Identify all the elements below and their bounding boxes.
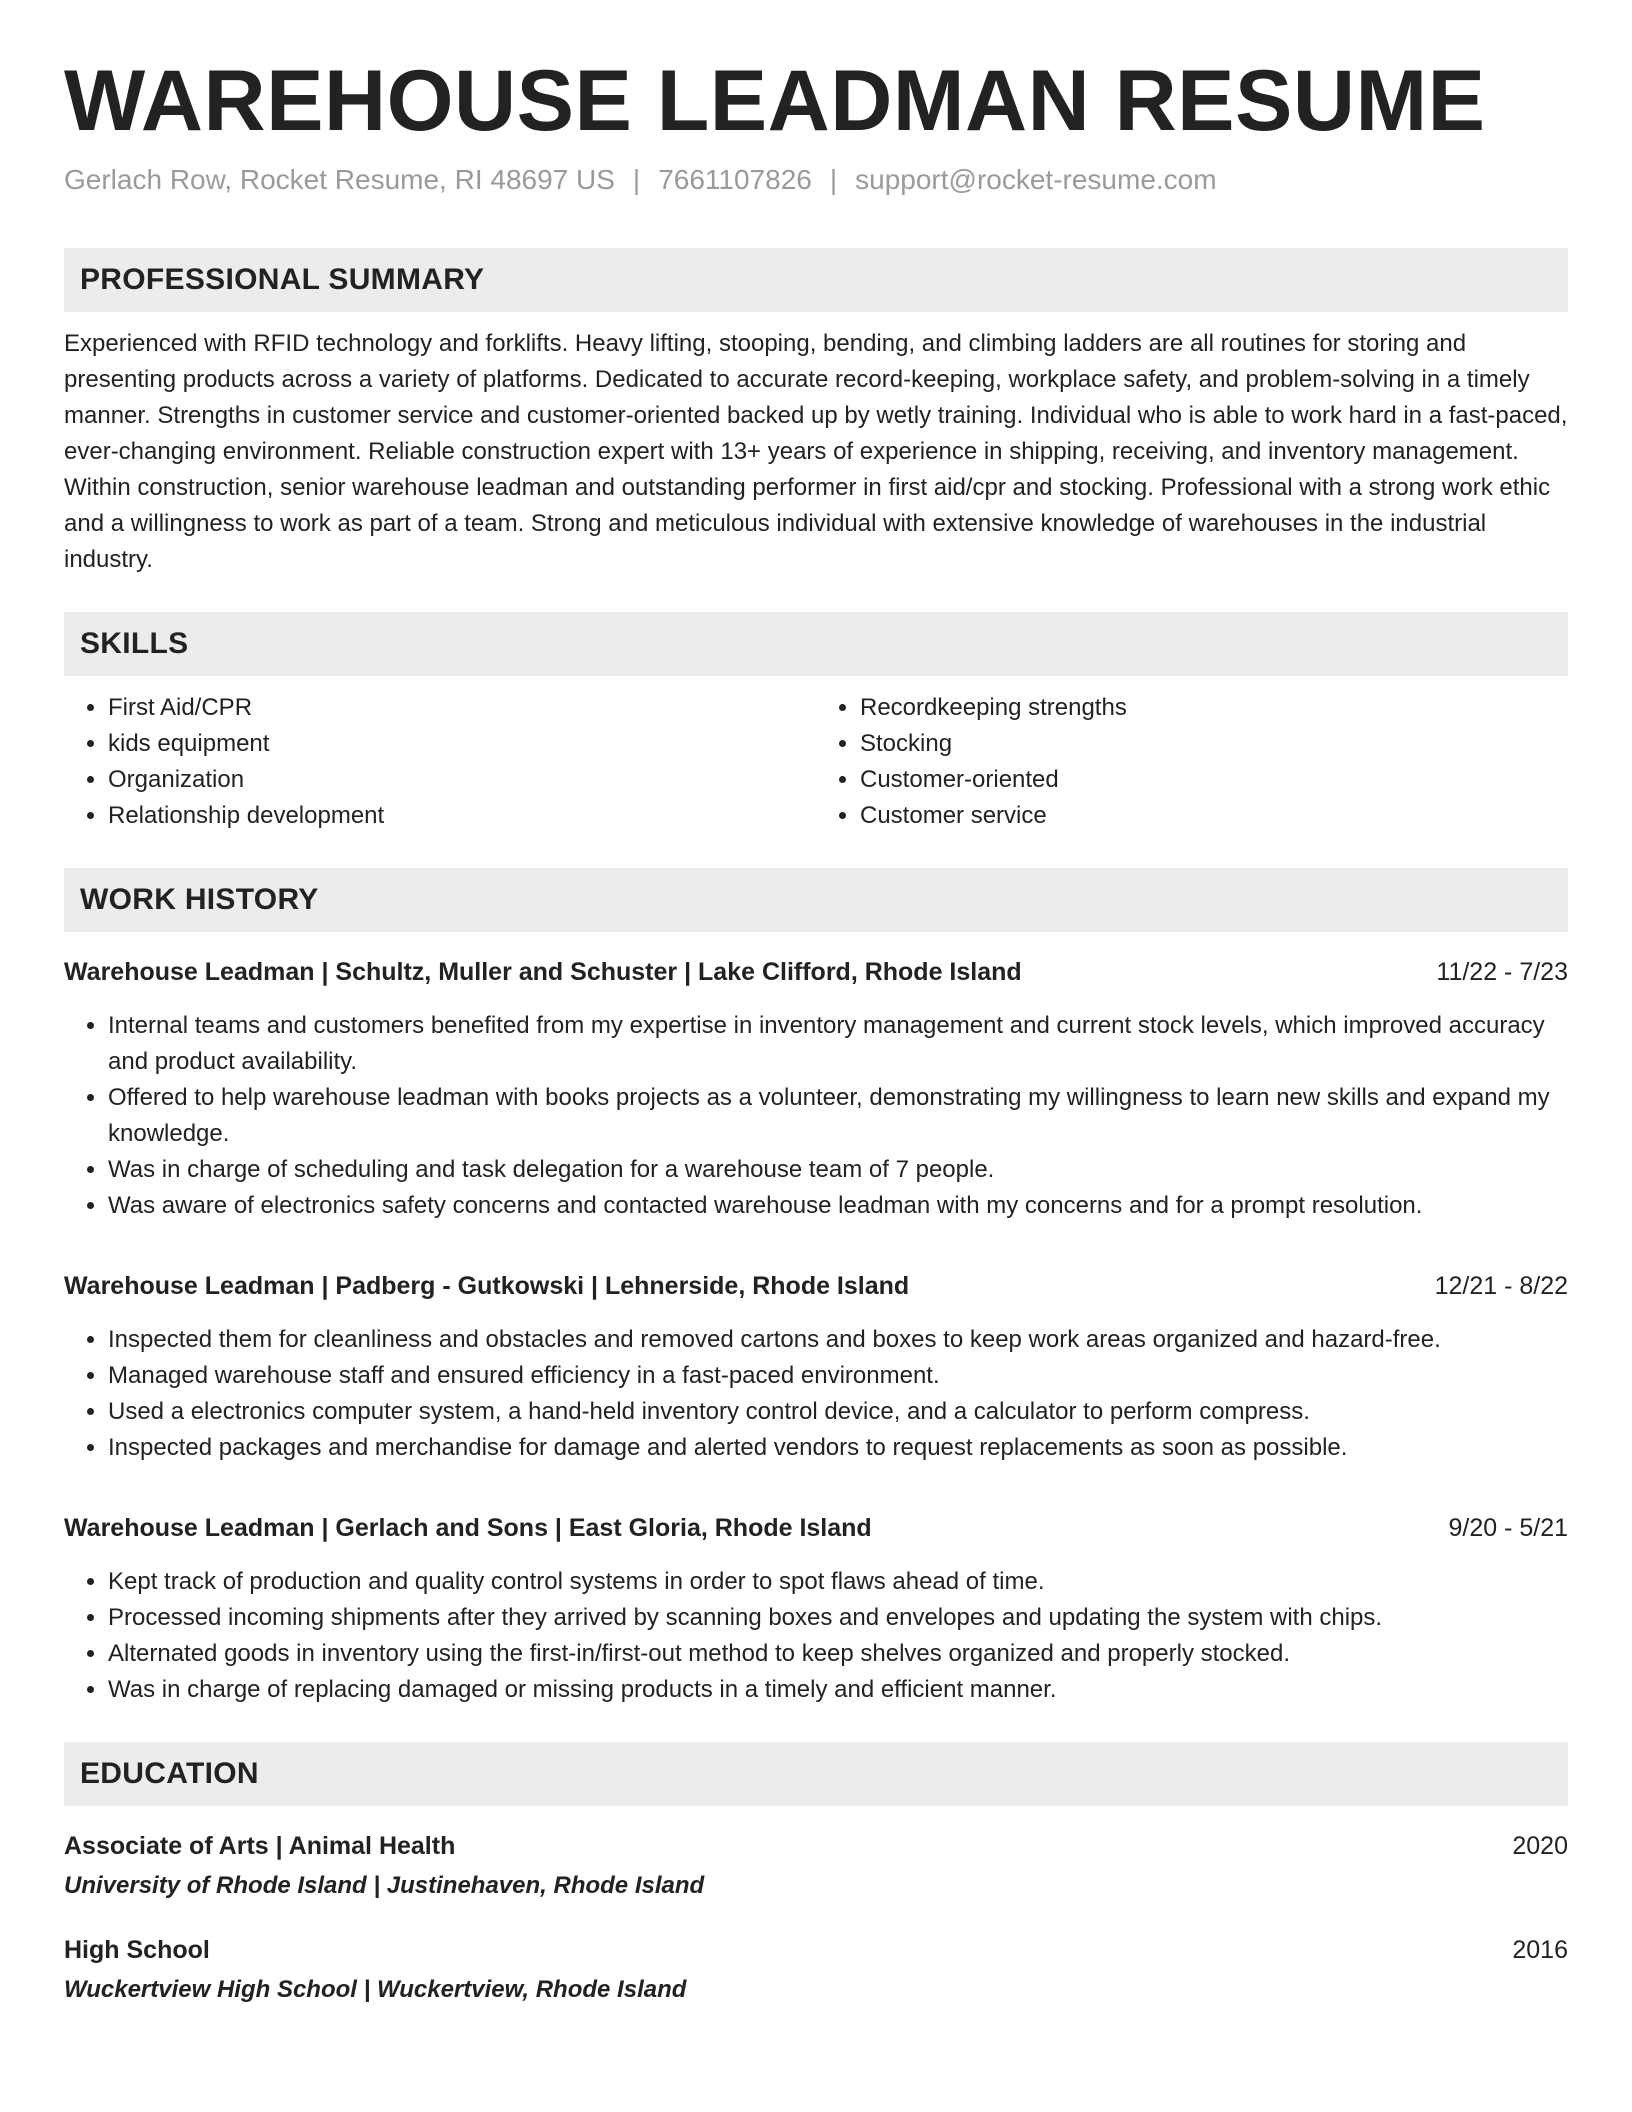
job-bullet: • Kept track of production and quality control systems in order to spot flaws ahead of time. [108,1564,1568,1600]
education-degree: Associate of Arts | Animal Health [64,1832,456,1861]
job-bullet: • Used a electronics computer system, a hand-held inventory control device, and a calculator to perform compress. [108,1394,1568,1430]
education-degree: High School [64,1936,210,1965]
education-entry [64,1828,1568,1904]
job-bullets [64,1564,1568,1708]
job-header [64,1268,1568,1304]
summary-text: Experienced with RFID technology and forklifts. Heavy lifting, stooping, bending, and climbing ladders are all routines for storing and presenting products across a variety of platforms. Dedicated to accurate record-keeping, workplace safety, and problem-solving in a timely manner. Strengths in customer service and customer-oriented backed up by wetly training. Individual who is able to work hard in a fast-paced, ever-changing environment. Reliable construction expert with 13+ years of experience in shipping, receiving, and inventory management. Within construction, senior warehouse leadman and outstanding performer in first aid/cpr and stocking. Professional with a strong work ethic and a willingness to work as part of a team. Strong and meticulous individual with extensive knowledge of warehouses in the industrial industry. [64,330,1568,574]
job-bullet: • Was in charge of replacing damaged or missing products in a timely and efficient manner. [108,1672,1568,1708]
contact-phone: 7661107826 [658,164,812,196]
section-header-summary: PROFESSIONAL SUMMARY [64,248,1568,312]
skill-item: • Organization [108,762,816,798]
job-bullet: • Managed warehouse staff and ensured efficiency in a fast-paced environment. [108,1358,1568,1394]
education-year: 2020 [1512,1832,1568,1861]
job-bullets [64,1322,1568,1466]
job-entry [64,1510,1568,1708]
skill-item: • Relationship development [108,798,816,834]
education-header [64,1932,1568,1968]
job-bullet: • Inspected packages and merchandise for damage and alerted vendors to request replacements as soon as possible. [108,1430,1568,1466]
job-dates: 9/20 - 5/21 [1448,1514,1568,1543]
job-bullet: • Alternated goods in inventory using the first-in/first-out method to keep shelves organized and properly stocked. [108,1636,1568,1672]
job-header [64,954,1568,990]
section-header-work-history: WORK HISTORY [64,868,1568,932]
contact-separator: | [829,164,838,196]
skill-item: • kids equipment [108,726,816,762]
job-entry [64,954,1568,1224]
education-entry [64,1932,1568,2008]
job-bullet: • Was in charge of scheduling and task delegation for a warehouse team of 7 people. [108,1152,1568,1188]
job-dates: 11/22 - 7/23 [1436,958,1568,987]
skill-item: • Recordkeeping strengths [860,690,1568,726]
contact-email: support@rocket-resume.com [855,164,1217,196]
job-bullets [64,1008,1568,1224]
skill-item: • First Aid/CPR [108,690,816,726]
job-header [64,1510,1568,1546]
education-year: 2016 [1512,1936,1568,1965]
job-title: Warehouse Leadman | Schultz, Muller and Schuster | Lake Clifford, Rhode Island [64,958,1022,987]
contact-line [64,164,1568,196]
job-bullet: • Offered to help warehouse leadman with books projects as a volunteer, demonstrating my willingness to learn new skills and expand my knowledge. [108,1080,1568,1152]
skill-item: • Stocking [860,726,1568,762]
skills-column-right [816,690,1568,834]
section-header-education: EDUCATION [64,1742,1568,1806]
section-header-skills: SKILLS [64,612,1568,676]
job-bullet: • Was aware of electronics safety concerns and contacted warehouse leadman with my concerns and for a prompt resolution. [108,1188,1568,1224]
job-dates: 12/21 - 8/22 [1434,1272,1568,1301]
skills-list [64,690,1568,834]
contact-address: Gerlach Row, Rocket Resume, RI 48697 US [64,164,615,196]
job-bullet: • Processed incoming shipments after they arrived by scanning boxes and envelopes and updating the system with chips. [108,1600,1568,1636]
resume-title: WAREHOUSE LEADMAN RESUME [64,53,1486,149]
job-entry [64,1268,1568,1466]
job-bullet: • Internal teams and customers benefited from my expertise in inventory management and current stock levels, which improved accuracy and product availability. [108,1008,1568,1080]
contact-separator: | [632,164,641,196]
job-title: Warehouse Leadman | Padberg - Gutkowski | Lehnerside, Rhode Island [64,1272,910,1301]
job-title: Warehouse Leadman | Gerlach and Sons | East Gloria, Rhode Island [64,1514,872,1543]
skill-item: • Customer service [860,798,1568,834]
skills-column-left [64,690,816,834]
skill-item: • Customer-oriented [860,762,1568,798]
education-school: Wuckertview High School | Wuckertview, Rhode Island [64,1976,687,2004]
education-school: University of Rhode Island | Justinehaven, Rhode Island [64,1872,705,1900]
education-header [64,1828,1568,1864]
job-bullet: • Inspected them for cleanliness and obstacles and removed cartons and boxes to keep work areas organized and hazard-free. [108,1322,1568,1358]
